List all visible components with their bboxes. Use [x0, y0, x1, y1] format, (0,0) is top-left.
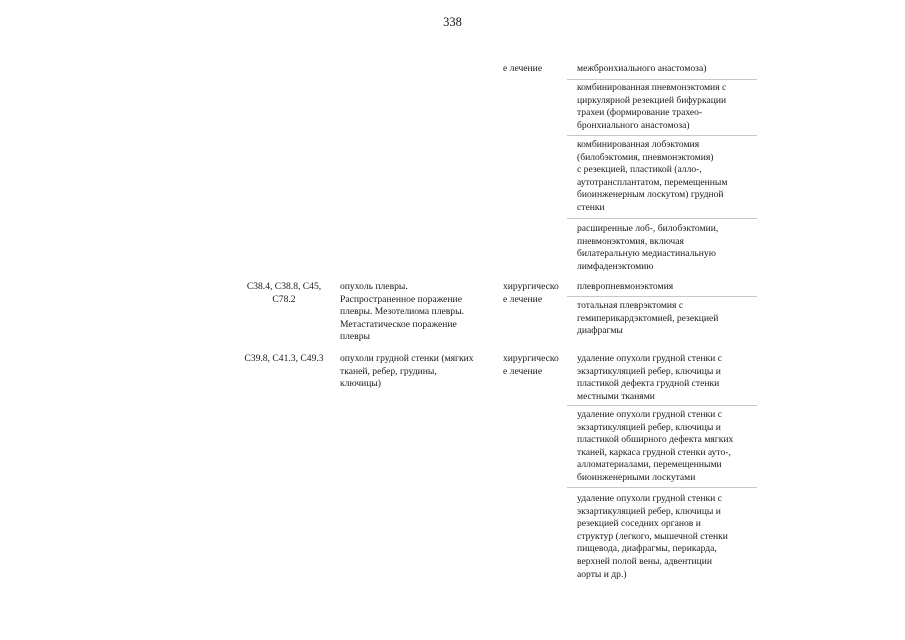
treatment-type: хирургическо е лечение [503, 353, 559, 377]
diagnosis-text: опухоль плевры. Распространенное поражение плевры. Мезотелиома плевры. Метастатическое поражение плевры [340, 281, 464, 343]
method-text: тотальная плеврэктомия с гемиперикардэктомией, резекцией диафрагмы [577, 300, 719, 337]
diagnosis-text: опухоли грудной стенки (мягких тканей, ребер, грудины, ключицы) [340, 353, 474, 390]
method-text: комбинированная пневмонэктомия с циркулярной резекцией бифуркации трахеи (формирование трахео- бронхиального анастомоза) [577, 82, 727, 131]
method-text: удаление опухоли грудной стенки с экзартикуляцией ребер, ключицы и пластикой дефекта грудной стенки местными тканями [577, 353, 722, 402]
method-text: плевропневмонэктомия [577, 281, 674, 292]
treatment-type: е лечение [503, 63, 543, 74]
method-text: удаление опухоли грудной стенки с экзартикуляцией ребер, ключицы и пластикой обширного дефекта мягких тканей, каркаса грудной стенки ауто-, алломатериалами, перемещенными биоинженерными лоскутами [577, 409, 734, 483]
method-separator [567, 79, 757, 80]
method-separator [567, 296, 757, 297]
icd-codes: C39.8, C41.3, C49.3 [244, 353, 324, 364]
method-separator [567, 135, 757, 136]
method-text: расширенные лоб-, билобэктомии, пневмонэктомия, включая билатеральную медиастинальную лимфаденэктомию [577, 223, 719, 272]
icd-codes: C38.4, C38.8, C45, C78.2 [246, 281, 322, 305]
method-separator [567, 405, 757, 406]
method-text: удаление опухоли грудной стенки с экзартикуляцией ребер, ключицы и резекцией соседних органов и структур (легкого, мышечной стенки пищевода, диафрагмы, перикарда, верхней полой вены, адвентиции аорты и др.) [577, 493, 728, 580]
method-text: комбинированная лобэктомия (билобэктомия, пневмонэктомия) с резекцией, пластикой (алло-, аутотрансплантатом, перемещенным биоинженерным лоскутом) грудной стенки [577, 139, 728, 213]
method-separator [567, 487, 757, 488]
method-text: межбронхиального анастомоза) [577, 63, 707, 74]
treatment-type: хирургическо е лечение [503, 281, 559, 305]
page-number: 338 [443, 15, 462, 29]
method-separator [567, 218, 757, 219]
